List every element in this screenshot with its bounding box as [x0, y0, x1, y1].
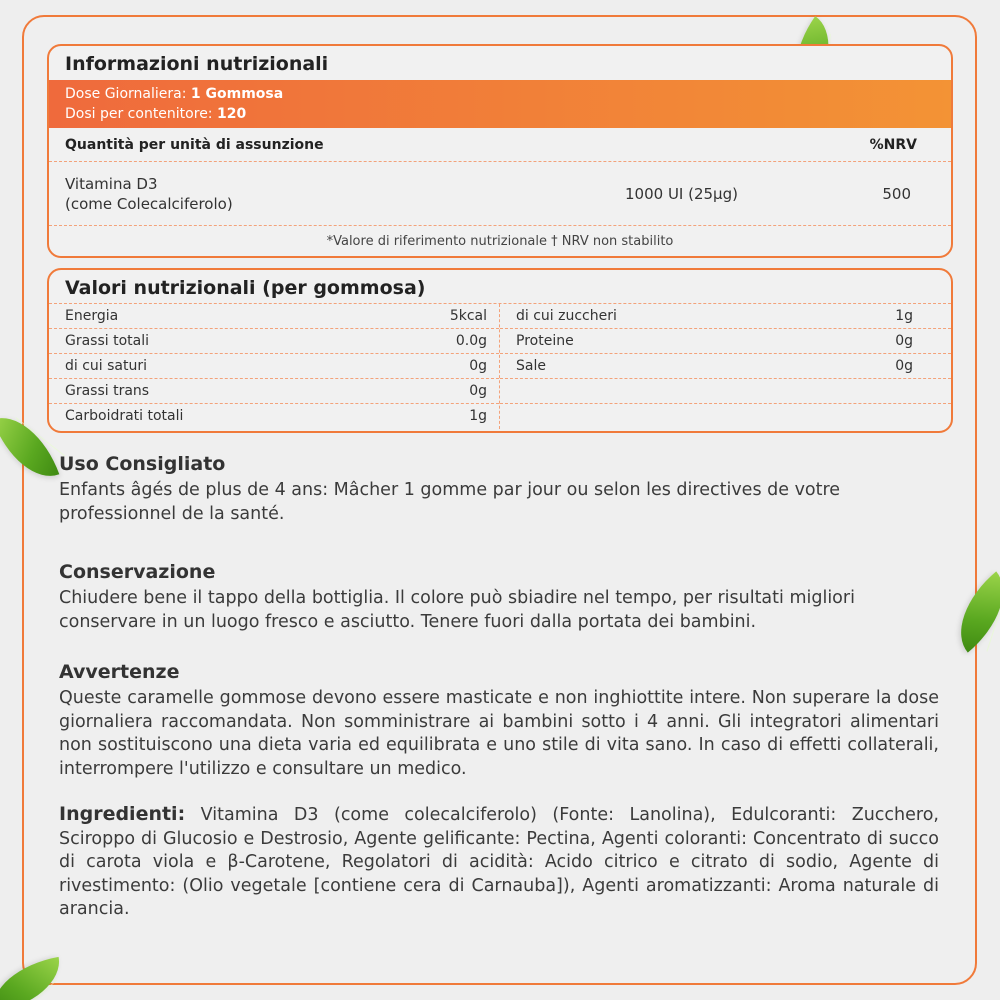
table-row-empty — [500, 404, 951, 429]
vitamin-name-line2: (come Colecalciferolo) — [65, 194, 233, 213]
value-label: Carboidrati totali — [65, 408, 184, 424]
storage-body: Chiudere bene il tappo della bottiglia. Il colore può sbiadire nel tempo, per risultati migliori conservare in un luogo fresco e asciutto. Tenere fuori dalla portata dei bambini. — [59, 588, 855, 632]
table-row — [49, 404, 499, 429]
storage-section — [59, 561, 939, 634]
vitamin-amount: 1000 UI (25µg) — [625, 184, 738, 203]
value-label: Sale — [516, 358, 546, 374]
value-amount: 1g — [469, 408, 487, 424]
value-amount: 0.0g — [455, 333, 487, 349]
value-amount: 0g — [469, 383, 487, 399]
vitamin-nrv: 500 — [882, 184, 911, 203]
vitamin-name — [65, 174, 625, 214]
values-grid — [49, 304, 951, 429]
value-amount: 5kcal — [449, 308, 487, 324]
value-label: Grassi totali — [65, 333, 150, 349]
values-right-column — [500, 304, 951, 429]
table-row — [500, 354, 951, 379]
ingredients-text — [59, 803, 939, 922]
value-label: Grassi trans — [65, 383, 150, 399]
ingredients-label: Ingredienti: — [59, 803, 186, 825]
nutrition-title: Informazioni nutrizionali — [65, 53, 329, 75]
ingredients-section — [59, 803, 939, 922]
table-row-empty — [500, 379, 951, 404]
nutrition-info-box — [47, 44, 953, 258]
value-label: di cui saturi — [65, 358, 148, 374]
servings-label: Dosi per contenitore: — [65, 106, 213, 122]
nutrition-header-row — [49, 128, 951, 162]
table-row — [49, 379, 499, 404]
table-row — [49, 354, 499, 379]
table-row — [500, 329, 951, 354]
daily-dose-label: Dose Giornaliera: — [65, 86, 187, 102]
values-title: Valori nutrizionali (per gommosa) — [49, 270, 951, 304]
dose-band — [49, 80, 951, 128]
nrv-header: %NRV — [869, 137, 917, 153]
nutrition-values-box — [47, 268, 953, 433]
nrv-footnote: *Valore di riferimento nutrizionale † NRV non stabilito — [326, 234, 674, 249]
daily-dose — [65, 84, 935, 104]
value-label: di cui zuccheri — [516, 308, 617, 324]
table-row — [49, 304, 499, 329]
value-amount: 0g — [895, 358, 913, 374]
storage-title: Conservazione — [59, 561, 216, 583]
table-row — [500, 304, 951, 329]
daily-dose-value: 1 Gommosa — [190, 86, 284, 102]
value-amount: 1g — [895, 308, 913, 324]
ingredients-body: Vitamina D3 (come colecalciferolo) (Fonte: Lanolina), Edulcoranti: Zucchero, Sciroppo di Glucosio e Destrosio, Agente gelificante: Pectina, Agenti coloranti: Concentrato di succo di carota viola e β-Carotene, Regolatori di acidità: Acido citrico e citrato di sodio, Agente di rivestimento: (Olio vegetale [contiene cera di Carnauba]), Agenti aromatizzanti: Aroma naturale di arancia. — [59, 805, 939, 919]
usage-body: Enfants âgés de plus de 4 ans: Mâcher 1 gomme par jour ou selon les directives de votre professionnel de la santé. — [59, 480, 841, 524]
vitamin-row — [49, 162, 951, 226]
usage-title: Uso Consigliato — [59, 453, 226, 475]
amount-header: Quantità per unità di assunzione — [65, 137, 324, 153]
warnings-section — [59, 661, 939, 781]
table-row — [49, 329, 499, 354]
servings-value: 120 — [216, 106, 247, 122]
value-label: Proteine — [516, 333, 574, 349]
value-label: Energia — [65, 308, 119, 324]
value-amount: 0g — [895, 333, 913, 349]
values-left-column — [49, 304, 500, 429]
servings-per-container — [65, 104, 935, 124]
warnings-title: Avvertenze — [59, 661, 180, 683]
vitamin-name-line1: Vitamina D3 — [65, 174, 158, 193]
value-amount: 0g — [469, 358, 487, 374]
usage-section — [59, 453, 939, 526]
warnings-body: Queste caramelle gommose devono essere masticate e non inghiottite intere. Non superare la dose giornaliera raccomandata. Non somministrare ai bambini sotto i 4 anni. Gli integratori alimentari non sostituiscono una dieta varia ed equilibrata e uno stile di vita sano. In caso di effetti collaterali, interrompere l'utilizzo e consultare un medico. — [59, 688, 939, 779]
